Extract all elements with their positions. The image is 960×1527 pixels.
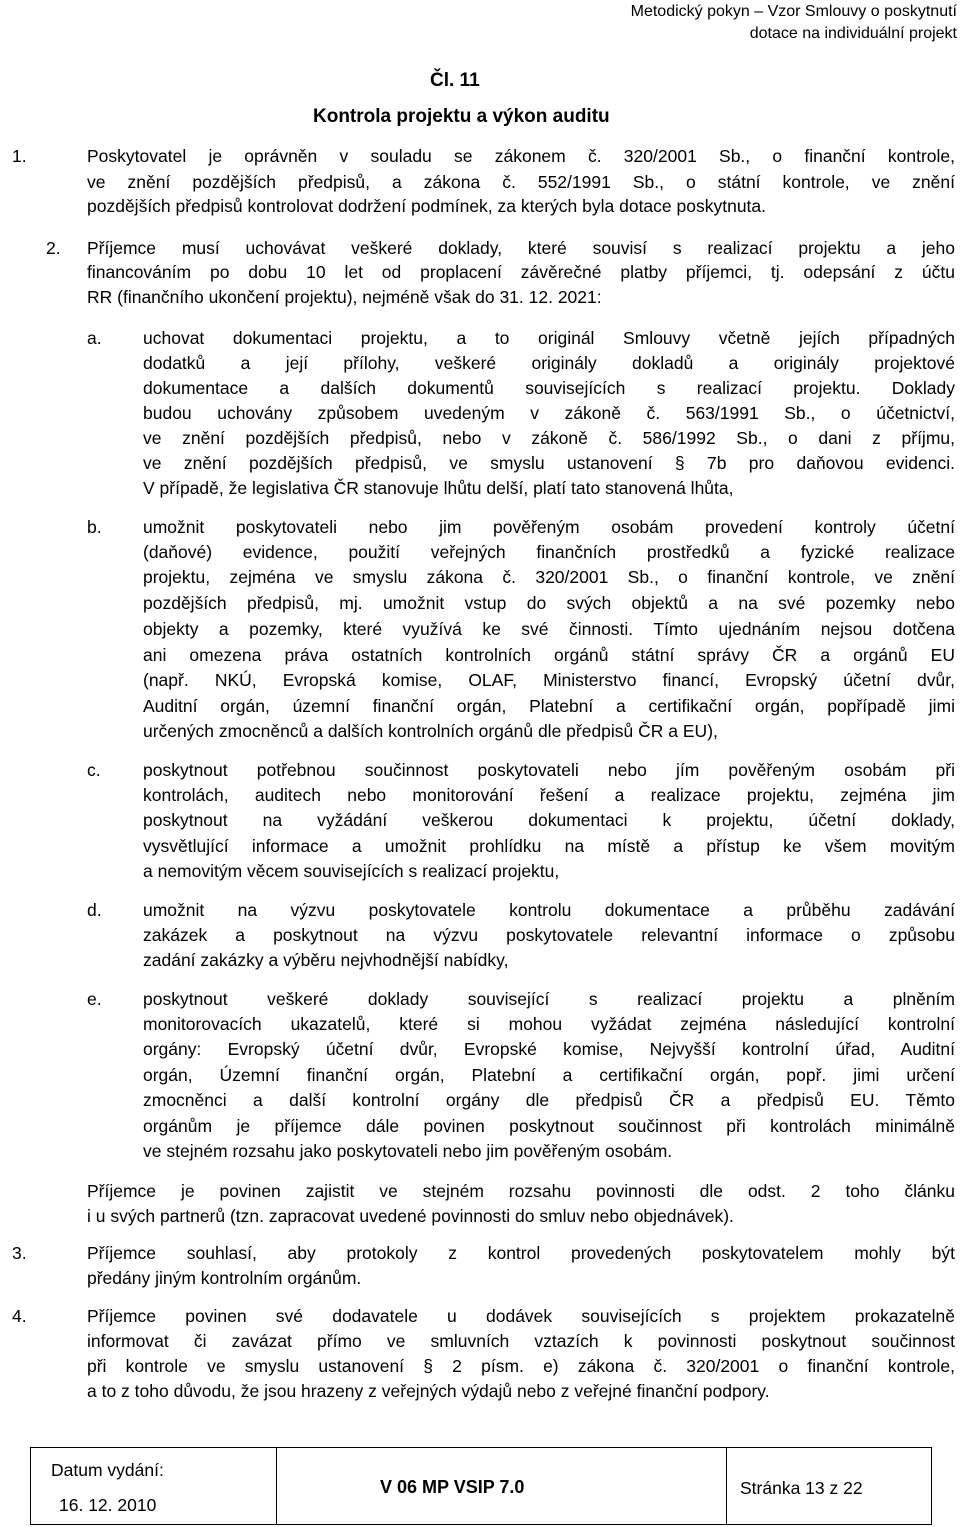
sub-b-line: Auditní orgán, územní finanční orgán, Platební a certifikační orgán, popřípadě jimi <box>143 696 955 716</box>
item-4-number: 4. <box>12 1306 27 1326</box>
footer-date-label: Datum vydání: <box>51 1460 164 1480</box>
footer-date-cell <box>31 1448 277 1524</box>
footer-page-cell <box>726 1448 931 1524</box>
sub-e-line: ve stejném rozsahu jako poskytovateli nebo jim pověřeným osobám. <box>143 1141 673 1161</box>
sub-e-line: orgánům je příjemce dále povinen poskytnout součinnost při kontrolách minimálně <box>143 1116 955 1136</box>
sub-b-line: objekty a pozemky, které využívá ke své činnosti. Tímto ujednáním nejsou dotčena <box>143 619 955 639</box>
sub-a-line: V případě, že legislativa ČR stanovuje lhůtu delší, platí tato stanovená lhůta, <box>143 478 734 498</box>
sub-e-line: monitorovacích ukazatelů, které si mohou vyžádat zejména následující kontrolní <box>143 1014 955 1034</box>
sub-b-line: pozdějších předpisů, mj. umožnit vstup do svých objektů a na své pozemky nebo <box>143 593 955 613</box>
sub-a-line: ve znění pozdějších předpisů, ve smyslu ustanovení § 7b pro daňovou evidenci. <box>143 453 955 473</box>
sub-c-letter: c. <box>87 760 101 780</box>
item-1-line: ve znění pozdějších předpisů, a zákona č. 552/1991 Sb., o státní kontrole, ve znění <box>87 172 955 192</box>
item-4-line: Příjemce povinen své dodavatele u dodávek souvisejících s projektem prokazatelně <box>87 1306 955 1326</box>
item-2-line: RR (finančního ukončení projektu), nejméně však do 31. 12. 2021: <box>87 287 602 307</box>
sub-b-line: (daňové) evidence, použití veřejných finančních prostředků a fyzické realizace <box>143 542 955 562</box>
item-1-number: 1. <box>12 146 27 166</box>
sub-a-line: dodatků a její přílohy, veškeré originály dokladů a originály projektové <box>143 353 955 373</box>
sub-b-line: umožnit poskytovateli nebo jim pověřeným osobám provedení kontroly účetní <box>143 517 955 537</box>
sub-d-line: zakázek a poskytnout na výzvu poskytovatele relevantní informace o způsobu <box>143 925 955 945</box>
item-4-line: informovat či zavázat přímo ve smluvních vztazích k povinnosti poskytnout součinnost <box>87 1331 955 1351</box>
item-4-line: a to z toho důvodu, že jsou hrazeny z veřejných výdajů nebo z veřejné finanční podpory. <box>87 1381 770 1401</box>
article-number: Čl. 11 <box>430 70 480 91</box>
sub-b-line: ani omezena práva ostatních kontrolních orgánů státní správy ČR a orgánů EU <box>143 645 955 665</box>
item-3-line: Příjemce souhlasí, aby protokoly z kontrol provedených poskytovatelem mohly být <box>87 1243 955 1263</box>
sub-a-line: budou uchovány způsobem uvedeným v zákoně č. 563/1991 Sb., o účetnictví, <box>143 403 955 423</box>
item-4-line: při kontrole ve smyslu ustanovení § 2 písm. e) zákona č. 320/2001 o finanční kontrole, <box>87 1356 955 1376</box>
running-header-line2: dotace na individuální projekt <box>749 25 957 42</box>
item-2-closing-line: Příjemce je povinen zajistit ve stejném rozsahu povinnosti dle odst. 2 toho článku <box>87 1181 955 1201</box>
item-2-closing-line: i u svých partnerů (tzn. zapracovat uvedené povinnosti do smluv nebo objednávek). <box>87 1206 734 1226</box>
footer-page-number: Stránka 13 z 22 <box>740 1478 863 1498</box>
item-2-line: financováním po dobu 10 let od proplacení závěrečné platby příjemci, tj. odepsání z účtu <box>87 262 955 282</box>
footer-table <box>30 1447 932 1525</box>
sub-d-line: umožnit na výzvu poskytovatele kontrolu dokumentace a průběhu zadávání <box>143 900 955 920</box>
sub-e-line: orgány: Evropský účetní dvůr, Evropské komise, Nejvyšší kontrolní úřad, Auditní <box>143 1039 955 1059</box>
sub-e-letter: e. <box>87 989 102 1009</box>
sub-a-line: ve znění pozdějších předpisů, nebo v zákoně č. 586/1992 Sb., o dani z příjmu, <box>143 428 955 448</box>
sub-e-line: poskytnout veškeré doklady související s realizací projektu a plněním <box>143 989 955 1009</box>
item-3-line: předány jiným kontrolním orgánům. <box>87 1268 362 1288</box>
footer-code-cell <box>276 1448 727 1524</box>
sub-a-letter: a. <box>87 328 102 348</box>
sub-c-line: vysvětlující informace a umožnit prohlídku na místě a přístup ke všem movitým <box>143 836 955 856</box>
item-2-line: Příjemce musí uchovávat veškeré doklady, které souvisí s realizací projektu a jeho <box>87 238 955 258</box>
sub-b-line: projektu, zejména ve smyslu zákona č. 320/2001 Sb., o finanční kontrole, ve znění <box>143 567 955 587</box>
sub-b-letter: b. <box>87 517 102 537</box>
sub-c-line: poskytnout na vyžádání veškerou dokumentaci k projektu, účetní doklady, <box>143 810 955 830</box>
sub-a-line: dokumentace a dalších dokumentů souvisejících s realizací projektu. Doklady <box>143 378 955 398</box>
sub-e-line: orgán, Územní finanční orgán, Platební a certifikační orgán, popř. jimi určení <box>143 1065 955 1085</box>
item-2-number: 2. <box>46 238 61 258</box>
sub-e-line: zmocněnci a další kontrolní orgány dle předpisů ČR a předpisů EU. Těmto <box>143 1090 955 1110</box>
article-title: Kontrola projektu a výkon auditu <box>313 106 610 127</box>
sub-c-line: poskytnout potřebnou součinnost poskytovateli nebo jím pověřeným osobám při <box>143 760 955 780</box>
footer-date-value: 16. 12. 2010 <box>59 1495 157 1515</box>
sub-c-line: kontrolách, auditech nebo monitorování řešení a realizace projektu, zejména jim <box>143 785 955 805</box>
sub-a-line: uchovat dokumentaci projektu, a to originál Smlouvy včetně jejích případných <box>143 328 955 348</box>
sub-c-line: a nemovitým věcem souvisejících s realizací projektu, <box>143 861 560 881</box>
sub-d-line: zadání zakázky a výběru nejvhodnější nabídky, <box>143 950 509 970</box>
sub-d-letter: d. <box>87 900 102 920</box>
item-1-line: Poskytovatel je oprávněn v souladu se zákonem č. 320/2001 Sb., o finanční kontrole, <box>87 146 955 166</box>
sub-b-line: určených zmocněnců a dalších kontrolních orgánů dle předpisů ČR a EU), <box>143 721 718 741</box>
item-3-number: 3. <box>12 1243 27 1263</box>
running-header-line1: Metodický pokyn – Vzor Smlouvy o poskytnutí <box>630 3 957 20</box>
footer-doc-code: V 06 MP VSIP 7.0 <box>380 1477 525 1497</box>
sub-b-line: (např. NKÚ, Evropská komise, OLAF, Ministerstvo financí, Evropský účetní dvůr, <box>143 670 955 690</box>
item-1-line: pozdějších předpisů kontrolovat dodržení podmínek, za kterých byla dotace poskytnuta. <box>87 196 767 216</box>
